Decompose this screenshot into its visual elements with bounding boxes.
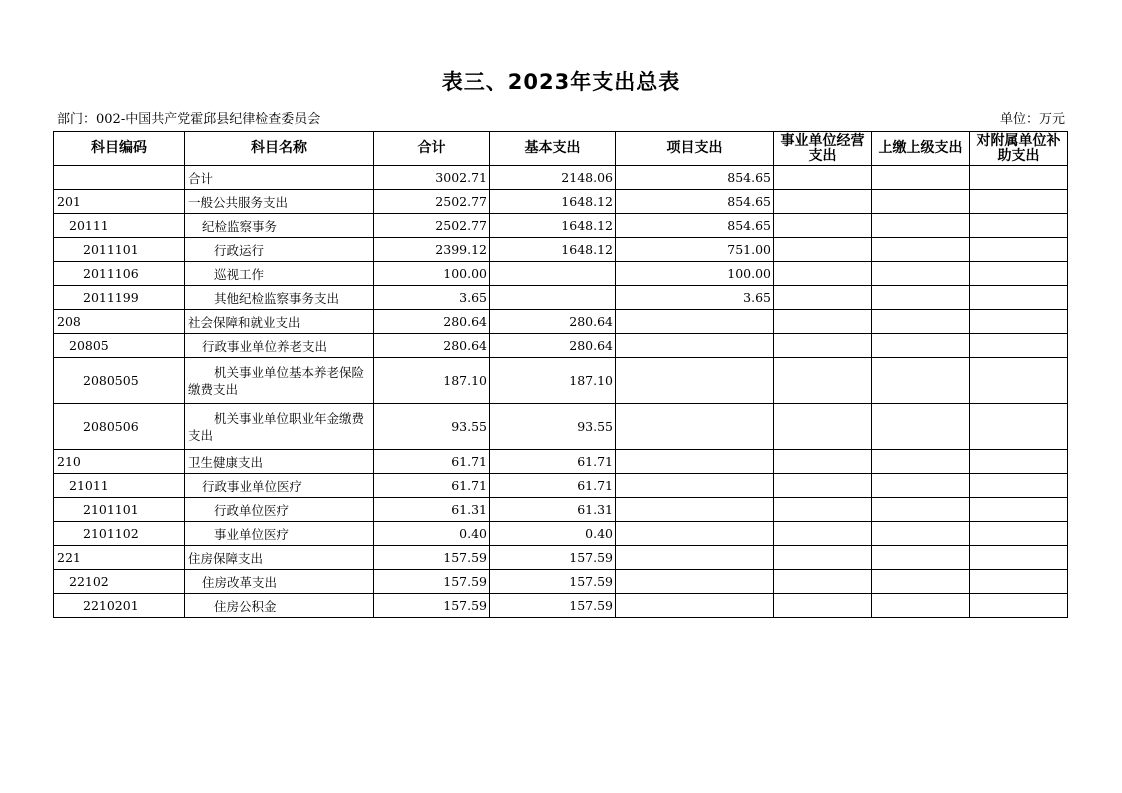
row-subsidy (970, 450, 1068, 474)
row-subsidy (970, 238, 1068, 262)
row-project (616, 404, 774, 450)
row-remit (872, 522, 970, 546)
row-code: 2210201 (54, 594, 185, 618)
row-subsidy (970, 214, 1068, 238)
table-row (54, 286, 1068, 310)
row-project (616, 358, 774, 404)
row-remit (872, 498, 970, 522)
row-code: 2101102 (54, 522, 185, 546)
row-remit (872, 238, 970, 262)
row-name: 事业单位医疗 (185, 522, 374, 546)
row-business (774, 498, 872, 522)
row-total: 0.40 (374, 522, 490, 546)
row-project (616, 310, 774, 334)
row-subsidy (970, 594, 1068, 618)
row-name: 其他纪检监察事务支出 (185, 286, 374, 310)
row-code: 2011106 (54, 262, 185, 286)
row-code: 21011 (54, 474, 185, 498)
row-total: 157.59 (374, 594, 490, 618)
row-total: 61.71 (374, 450, 490, 474)
row-project (616, 546, 774, 570)
row-subsidy (970, 404, 1068, 450)
row-project: 100.00 (616, 262, 774, 286)
row-name: 机关事业单位基本养老保险缴费支出 (185, 358, 374, 404)
row-business (774, 450, 872, 474)
row-subsidy (970, 286, 1068, 310)
row-subsidy (970, 334, 1068, 358)
table-row (54, 546, 1068, 570)
row-subsidy (970, 262, 1068, 286)
row-business (774, 404, 872, 450)
row-subsidy (970, 358, 1068, 404)
row-name: 行政运行 (185, 238, 374, 262)
row-basic: 2148.06 (490, 166, 616, 190)
row-code: 2101101 (54, 498, 185, 522)
row-code: 221 (54, 546, 185, 570)
row-remit (872, 166, 970, 190)
row-name: 住房改革支出 (185, 570, 374, 594)
row-remit (872, 594, 970, 618)
row-total: 61.71 (374, 474, 490, 498)
row-business (774, 594, 872, 618)
row-basic: 157.59 (490, 570, 616, 594)
table-row (54, 262, 1068, 286)
row-basic (490, 286, 616, 310)
row-business (774, 190, 872, 214)
row-code (54, 166, 185, 190)
row-subsidy (970, 546, 1068, 570)
row-code: 20111 (54, 214, 185, 238)
unit-label: 单位：万元 (999, 112, 1065, 127)
row-code: 2080506 (54, 404, 185, 450)
header-remit: 上缴上级支出 (872, 132, 970, 166)
row-remit (872, 570, 970, 594)
row-business (774, 474, 872, 498)
row-total: 187.10 (374, 358, 490, 404)
row-project (616, 450, 774, 474)
department-label: 部门：002-中国共产党霍邱县纪律检查委员会 (57, 112, 321, 127)
row-basic: 157.59 (490, 594, 616, 618)
table-row (54, 190, 1068, 214)
row-project (616, 498, 774, 522)
row-name: 纪检监察事务 (185, 214, 374, 238)
row-remit (872, 262, 970, 286)
row-code: 2011199 (54, 286, 185, 310)
table-row (54, 498, 1068, 522)
row-project (616, 522, 774, 546)
row-business (774, 358, 872, 404)
row-project: 854.65 (616, 190, 774, 214)
row-business (774, 570, 872, 594)
row-subsidy (970, 570, 1068, 594)
row-subsidy (970, 166, 1068, 190)
row-business (774, 262, 872, 286)
row-project (616, 334, 774, 358)
row-basic: 187.10 (490, 358, 616, 404)
header-code: 科目编码 (54, 132, 185, 166)
row-basic: 61.71 (490, 450, 616, 474)
table-row (54, 404, 1068, 450)
row-project (616, 474, 774, 498)
table-row (54, 522, 1068, 546)
row-code: 210 (54, 450, 185, 474)
row-project: 854.65 (616, 214, 774, 238)
row-name: 机关事业单位职业年金缴费支出 (185, 404, 374, 450)
row-name: 卫生健康支出 (185, 450, 374, 474)
table-row (54, 570, 1068, 594)
row-code: 2080505 (54, 358, 185, 404)
row-total: 157.59 (374, 570, 490, 594)
row-basic: 1648.12 (490, 214, 616, 238)
row-business (774, 286, 872, 310)
table-row (54, 166, 1068, 190)
row-remit (872, 334, 970, 358)
row-project (616, 570, 774, 594)
header-name: 科目名称 (185, 132, 374, 166)
row-subsidy (970, 310, 1068, 334)
row-total: 280.64 (374, 334, 490, 358)
row-total: 100.00 (374, 262, 490, 286)
row-name: 合计 (185, 166, 374, 190)
table-row (54, 238, 1068, 262)
row-remit (872, 404, 970, 450)
row-business (774, 522, 872, 546)
row-basic: 157.59 (490, 546, 616, 570)
row-remit (872, 214, 970, 238)
row-basic: 1648.12 (490, 238, 616, 262)
row-name: 社会保障和就业支出 (185, 310, 374, 334)
row-basic (490, 262, 616, 286)
row-basic: 0.40 (490, 522, 616, 546)
row-total: 2502.77 (374, 190, 490, 214)
row-remit (872, 450, 970, 474)
header-subsidy: 对附属单位补助支出 (970, 132, 1068, 166)
row-basic: 93.55 (490, 404, 616, 450)
row-total: 280.64 (374, 310, 490, 334)
row-code: 2011101 (54, 238, 185, 262)
row-subsidy (970, 498, 1068, 522)
row-total: 3002.71 (374, 166, 490, 190)
row-name: 巡视工作 (185, 262, 374, 286)
row-basic: 280.64 (490, 310, 616, 334)
row-basic: 280.64 (490, 334, 616, 358)
row-total: 157.59 (374, 546, 490, 570)
row-project: 751.00 (616, 238, 774, 262)
row-code: 201 (54, 190, 185, 214)
table-row (54, 310, 1068, 334)
row-name: 行政单位医疗 (185, 498, 374, 522)
page-title: 表三、2023年支出总表 (441, 70, 681, 94)
row-total: 2399.12 (374, 238, 490, 262)
row-project (616, 594, 774, 618)
table-row (54, 358, 1068, 404)
row-basic: 61.71 (490, 474, 616, 498)
table-row (54, 334, 1068, 358)
row-basic: 61.31 (490, 498, 616, 522)
row-remit (872, 310, 970, 334)
row-remit (872, 190, 970, 214)
row-remit (872, 286, 970, 310)
row-business (774, 310, 872, 334)
row-project: 854.65 (616, 166, 774, 190)
header-business: 事业单位经营支出 (774, 132, 872, 166)
row-name: 住房保障支出 (185, 546, 374, 570)
row-business (774, 546, 872, 570)
table-row (54, 594, 1068, 618)
header-basic: 基本支出 (490, 132, 616, 166)
row-name: 一般公共服务支出 (185, 190, 374, 214)
row-remit (872, 474, 970, 498)
row-project: 3.65 (616, 286, 774, 310)
table-header-row (54, 132, 1068, 166)
table-row (54, 474, 1068, 498)
row-subsidy (970, 522, 1068, 546)
row-total: 3.65 (374, 286, 490, 310)
row-total: 2502.77 (374, 214, 490, 238)
header-project: 项目支出 (616, 132, 774, 166)
row-business (774, 214, 872, 238)
row-subsidy (970, 474, 1068, 498)
row-name: 行政事业单位医疗 (185, 474, 374, 498)
table-row (54, 214, 1068, 238)
expenditure-table (53, 131, 1068, 618)
row-code: 208 (54, 310, 185, 334)
row-remit (872, 546, 970, 570)
row-business (774, 334, 872, 358)
row-total: 61.31 (374, 498, 490, 522)
row-basic: 1648.12 (490, 190, 616, 214)
table-row (54, 450, 1068, 474)
row-business (774, 166, 872, 190)
row-remit (872, 358, 970, 404)
row-subsidy (970, 190, 1068, 214)
row-name: 住房公积金 (185, 594, 374, 618)
row-name: 行政事业单位养老支出 (185, 334, 374, 358)
row-business (774, 238, 872, 262)
header-total: 合计 (374, 132, 490, 166)
row-code: 20805 (54, 334, 185, 358)
table-body (54, 166, 1068, 618)
row-code: 22102 (54, 570, 185, 594)
row-total: 93.55 (374, 404, 490, 450)
